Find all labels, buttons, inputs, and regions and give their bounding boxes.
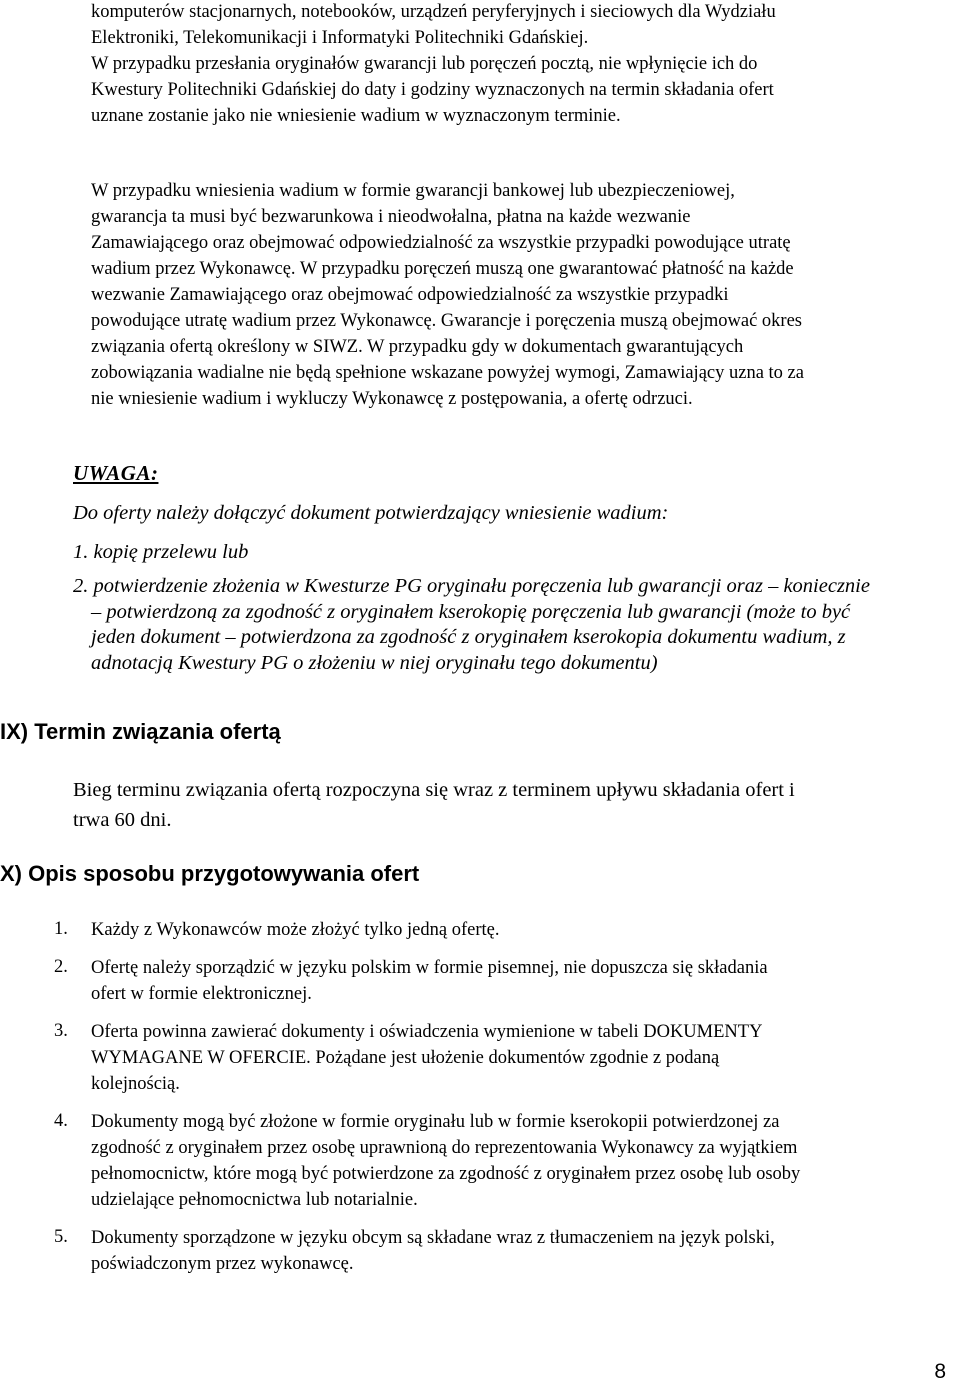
uwaga-option-2	[73, 574, 870, 676]
section-heading-x: X) Opis sposobu przygotowywania ofert	[0, 861, 420, 886]
paragraph-guarantee-terms	[91, 178, 959, 412]
text-line: Ofertę należy sporządzić w języku polskim w formie pisemnej, nie dopuszcza się składania	[91, 958, 768, 978]
text-line: Dokumenty mogą być złożone w formie oryginału lub w formie kserokopii potwierdzonej za	[91, 1112, 780, 1132]
list-number: 3.	[54, 1021, 68, 1041]
text-line: wezwanie Zamawiającego oraz obejmować odpowiedzialność za wszystkie przypadki	[91, 285, 729, 305]
text-line: Każdy z Wykonawców może złożyć tylko jedną ofertę.	[91, 920, 500, 940]
text-line: uznane zostanie jako nie wniesienie wadium w wyznaczonym terminie.	[91, 106, 621, 126]
text-line: jeden dokument – potwierdzona za zgodność z oryginałem kserokopia dokumentu wadium, z	[91, 626, 846, 648]
page-number: 8	[934, 1360, 946, 1383]
text-line: Elektroniki, Telekomunikacji i Informatyki Politechniki Gdańskiej.	[91, 28, 589, 48]
text-line: nie wniesienie wadium i wykluczy Wykonawcę z postępowania, a ofertę odrzuci.	[91, 389, 693, 409]
list-item-3	[91, 1019, 762, 1097]
list-item-5	[91, 1225, 775, 1277]
text-line: wadium przez Wykonawcę. W przypadku poręczeń muszą one gwarantować płatność na każde	[91, 259, 794, 279]
text-line: Zamawiającego oraz obejmować odpowiedzialność za wszystkie przypadki powodujące utratę	[91, 233, 791, 253]
text-line: Oferta powinna zawierać dokumenty i oświadczenia wymienione w tabeli DOKUMENTY	[91, 1022, 763, 1042]
section-ix-text-line-2: trwa 60 dni.	[73, 809, 172, 831]
text-line: Dokumenty sporządzone w języku obcym są składane wraz z tłumaczeniem na język polski,	[91, 1228, 775, 1248]
list-item-2	[91, 955, 768, 1007]
text-line: zgodność z oryginałem przez osobę uprawnioną do reprezentowania Wykonawcy za wyjątkiem	[91, 1138, 798, 1158]
text-line: udzielające pełnomocnictwa lub notarialnie.	[91, 1190, 418, 1210]
uwaga-title: UWAGA:	[73, 461, 159, 485]
text-line: WYMAGANE W OFERCIE. Pożądane jest ułożenie dokumentów zgodnie z podaną	[91, 1048, 720, 1068]
list-number: 1.	[54, 919, 68, 939]
text-line: W przypadku przesłania oryginałów gwarancji lub poręczeń pocztą, nie wpłynięcie ich do	[91, 54, 758, 74]
text-line: kolejnością.	[91, 1074, 180, 1094]
list-number: 4.	[54, 1111, 68, 1131]
text-line: adnotacją Kwestury PG o złożeniu w niej oryginału tego dokumentu)	[91, 651, 658, 674]
text-line: związania ofertą określony w SIWZ. W przypadku gdy w dokumentach gwarantujących	[91, 337, 744, 357]
text-line: W przypadku wniesienia wadium w formie gwarancji bankowej lub ubezpieczeniowej,	[91, 181, 735, 201]
text-line: powodujące utratę wadium przez Wykonawcę. Gwarancje i poręczenia muszą obejmować okres	[91, 311, 802, 331]
uwaga-intro: Do oferty należy dołączyć dokument potwierdzający wniesienie wadium:	[73, 502, 669, 524]
uwaga-option-1: 1. kopię przelewu lub	[73, 541, 249, 563]
text-line: 2. potwierdzenie złożenia w Kwesturze PG oryginału poręczenia lub gwarancji oraz – koniecznie	[73, 575, 870, 597]
paragraph-wadium-delivery	[91, 0, 959, 129]
section-heading-ix: IX) Termin związania ofertą	[0, 719, 281, 744]
list-number: 5.	[54, 1227, 68, 1247]
text-line: gwarancja ta musi być bezwarunkowa i nieodwołalna, płatna na każde wezwanie	[91, 207, 691, 227]
text-line: Kwestury Politechniki Gdańskiej do daty i godziny wyznaczonych na termin składania ofert	[91, 80, 774, 100]
text-line: zobowiązania wadialne nie będą spełnione wskazane powyżej wymogi, Zamawiający uzna to za	[91, 363, 804, 383]
text-line: – potwierdzoną za zgodność z oryginałem kserokopię poręczenia lub gwarancji (może to być	[91, 600, 851, 623]
text-line: pełnomocnictw, które mogą być potwierdzone za zgodność z oryginałem przez osobę lub osoby	[91, 1164, 801, 1184]
text-line: ofert w formie elektronicznej.	[91, 984, 312, 1004]
text-line: poświadczonym przez wykonawcę.	[91, 1254, 354, 1274]
list-number: 2.	[54, 957, 68, 977]
section-ix-text-line-1: Bieg terminu związania ofertą rozpoczyna się wraz z terminem upływu składania ofert i	[73, 779, 795, 801]
text-line: komputerów stacjonarnych, notebooków, urządzeń peryferyjnych i sieciowych dla Wydziału	[91, 2, 776, 22]
list-item-1	[91, 917, 499, 943]
list-item-4	[91, 1109, 800, 1213]
